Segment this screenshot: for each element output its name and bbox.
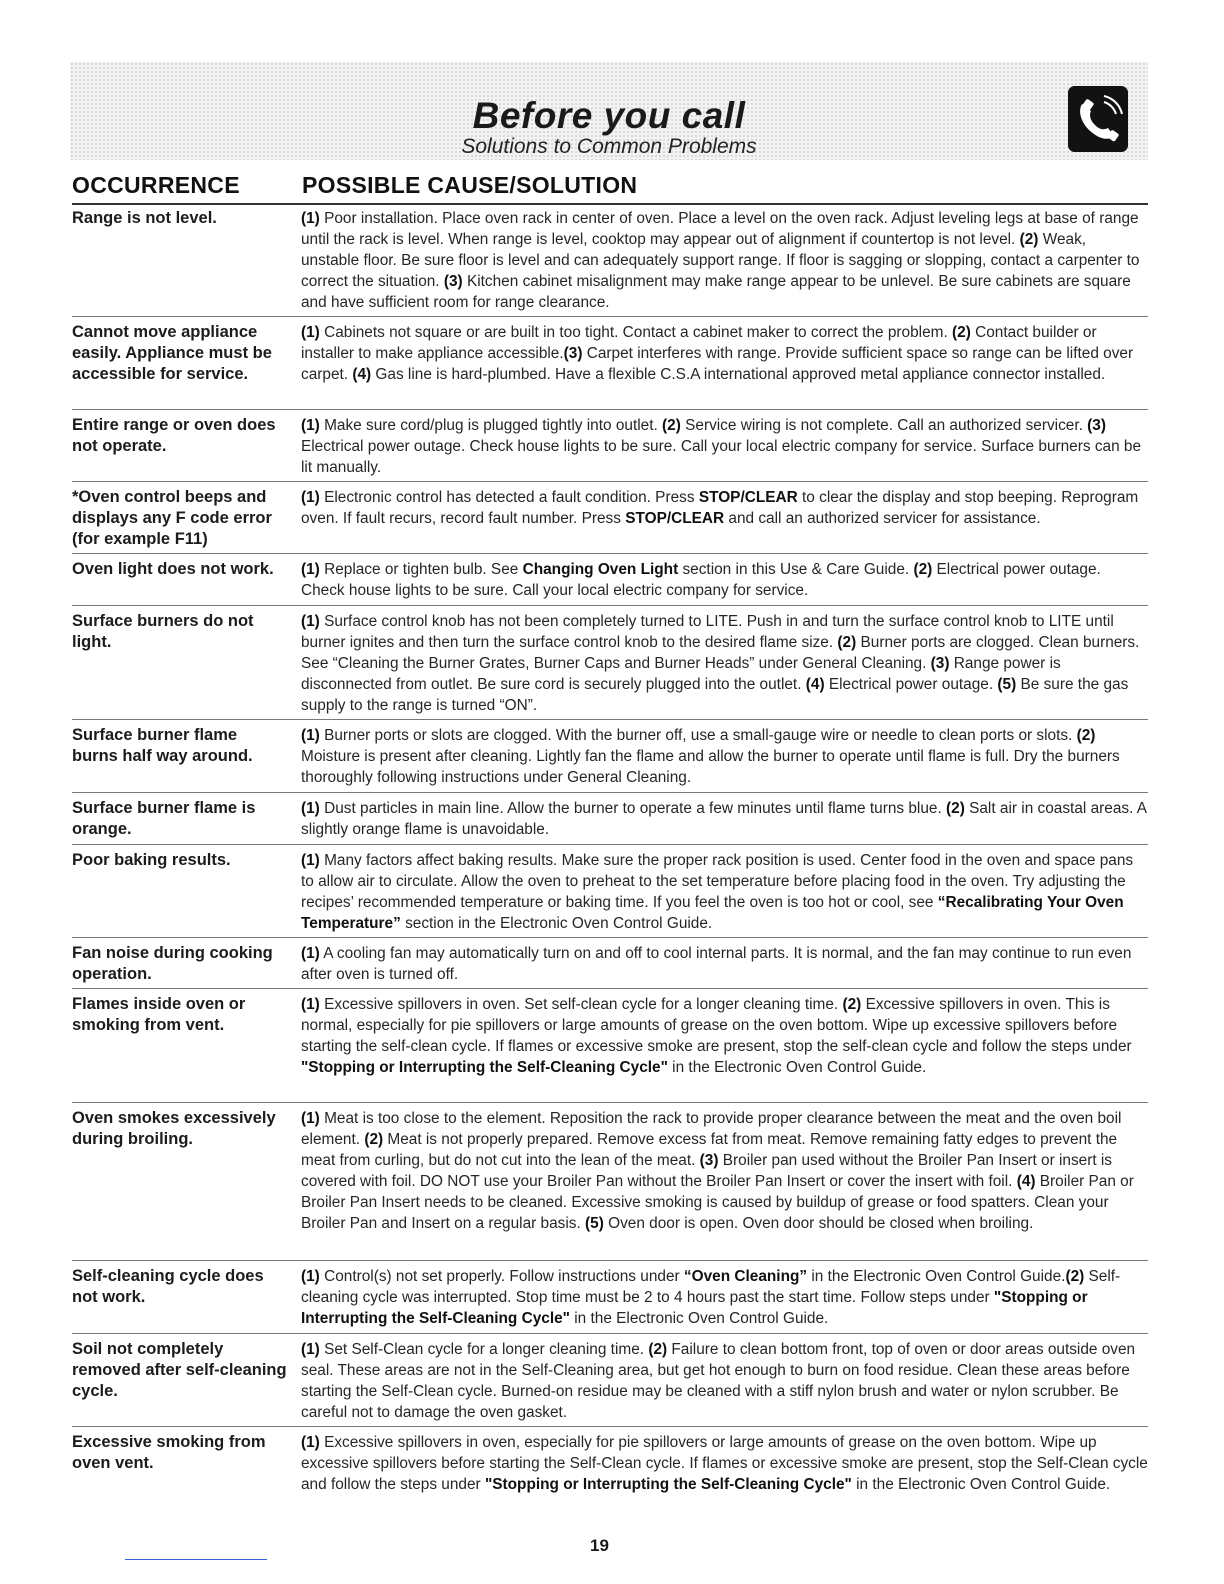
solution-text: (1) Excessive spillovers in oven. Set self-clean cycle for a longer cleaning time. (2) Excessive spillovers in oven. This is normal, especially for pie spillovers or large amounts of grease on the oven bottom. Wipe up excessive spillovers before starting the self-clean cycle. If flames or excessive smoke are present, stop the self-clean cycle and follow the steps under "Stopping or Interrupting the Self-Cleaning Cycle" in the Electronic Oven Control Guide.: [301, 996, 1132, 1076]
table-row: [72, 1426, 1148, 1493]
header-banner: [70, 62, 1148, 160]
header-divider: [72, 203, 1148, 205]
occurrence-label: Surface burner flame is orange.: [72, 799, 256, 838]
occurrence-label: Oven light does not work.: [72, 560, 274, 578]
occurrence-column-header: OCCURRENCE: [72, 172, 240, 198]
table-row: [72, 844, 1148, 932]
occurrence-label: Oven smokes excessively during broiling.: [72, 1109, 276, 1148]
table-row: [72, 553, 1148, 599]
occurrence-label: Fan noise during cooking operation.: [72, 944, 273, 983]
solution-text: (1) A cooling fan may automatically turn on and off to cool internal parts. It is normal, and the fan may continue to run even after oven is turned off.: [301, 945, 1132, 983]
table-row: [72, 1260, 1148, 1327]
table-row: [72, 1102, 1148, 1232]
solution-text: (1) Surface control knob has not been completely turned to LITE. Push in and turn the surface control knob to LITE until burner ignites and then turn the surface control knob to the desired flame size. (2) Burner ports are clogged. Clean burners. See “Cleaning the Burner Grates, Burner Caps and Burner Heads” under General Cleaning. (3) Range power is disconnected from outlet. Be sure cord is securely plugged into the outlet. (4) Electrical power outage. (5) Be sure the gas supply to the range is turned “ON”.: [301, 613, 1140, 714]
table-row: [72, 605, 1148, 714]
page-subtitle: Solutions to Common Problems: [461, 135, 757, 158]
solution-text: (1) Burner ports or slots are clogged. With the burner off, use a small-gauge wire or needle to clean ports or slots. (2) Moisture is present after cleaning. Lightly fan the flame and allow the burner to operate until flame is full. Dry the burners thoroughly following instructions under General Cleaning.: [301, 727, 1120, 786]
solution-text: (1) Make sure cord/plug is plugged tightly into outlet. (2) Service wiring is not complete. Call an authorized servicer. (3) Electrical power outage. Check house lights to be sure. Call your local electric company for service. Surface burners can be lit manually.: [301, 417, 1142, 476]
occurrence-label: Flames inside oven or smoking from vent.: [72, 995, 246, 1034]
page-title: Before you call: [472, 95, 746, 136]
page-number: 19: [590, 1536, 609, 1555]
solution-text: (1) Dust particles in main line. Allow the burner to operate a few minutes until flame turns blue. (2) Salt air in coastal areas. A slightly orange flame is unavoidable.: [301, 800, 1147, 838]
occurrence-label: Surface burners do not light.: [72, 612, 254, 651]
solution-text: (1) Replace or tighten bulb. See Changing Oven Light section in this Use & Care Guide. (2) Electrical power outage. Check house lights to be sure. Call your local electric company for service.: [301, 561, 1101, 599]
table-row: [72, 316, 1148, 383]
occurrence-label: Poor baking results.: [72, 851, 231, 869]
solution-text: (1) Poor installation. Place oven rack in center of oven. Place a level on the oven rack. Adjust leveling legs at base of range until the rack is level. When range is level, cooktop may appear out of alignment if countertop is not level. (2) Weak, unstable floor. Be sure floor is level and can adequately support range. If floor is sagging or slopping, contact a carpenter to correct the situation. (3) Kitchen cabinet misalignment may make range appear to be unlevel. Be sure cabinets are square and have sufficient room for range clearance.: [301, 210, 1140, 311]
occurrence-label: Cannot move appliance easily. Appliance must be accessible for service.: [72, 323, 272, 383]
occurrence-label: Entire range or oven does not operate.: [72, 416, 276, 455]
table-row: [72, 792, 1148, 838]
solution-text: (1) Control(s) not set properly. Follow instructions under “Oven Cleaning” in the Electronic Oven Control Guide.(2) Self-cleaning cycle was interrupted. Stop time must be 2 to 4 hours past the start time. Follow steps under "Stopping or Interrupting the Self-Cleaning Cycle" in the Electronic Oven Control Guide.: [301, 1268, 1121, 1327]
table-row: [72, 719, 1148, 786]
solution-text: (1) Excessive spillovers in oven, especially for pie spillovers or large amounts of grease on the oven bottom. Wipe up excessive spillovers before starting the Self-Clean cycle. If flames or excessive smoke are present, stop the Self-Clean cycle and follow the steps under "Stopping or Interrupting the Self-Cleaning Cycle" in the Electronic Oven Control Guide.: [301, 1434, 1148, 1493]
occurrence-label: *Oven control beeps and displays any F code error (for example F11): [72, 488, 272, 548]
footer-link-line: [125, 1559, 267, 1560]
occurrence-label: Range is not level.: [72, 209, 217, 227]
solution-text: (1) Electronic control has detected a fault condition. Press STOP/CLEAR to clear the display and stop beeping. Reprogram oven. If fault recurs, record fault number. Press STOP/CLEAR and call an authorized servicer for assistance.: [301, 489, 1139, 527]
table-row: [72, 481, 1148, 548]
occurrence-label: Excessive smoking from oven vent.: [72, 1433, 266, 1472]
solution-text: (1) Cabinets not square or are built in too tight. Contact a cabinet maker to correct the problem. (2) Contact builder or installer to make appliance accessible.(3) Carpet interferes with range. Provide sufficient space so range can be lifted over carpet. (4) Gas line is hard-plumbed. Have a flexible C.S.A international approved metal appliance connector installed.: [301, 324, 1134, 383]
occurrence-label: Soil not completely removed after self-cleaning cycle.: [72, 1340, 287, 1400]
table-row: [72, 409, 1148, 476]
solution-text: (1) Many factors affect baking results. Make sure the proper rack position is used. Center food in the oven and space pans to allow air to circulate. Allow the oven to preheat to the set temperature before placing food in the oven. Try adjusting the recipes’ recommended temperature or baking time. If you feel the oven is too hot or cool, see “Recalibrating Your Oven Temperature” section in the Electronic Oven Control Guide.: [301, 852, 1134, 932]
solution-column-header: POSSIBLE CAUSE/SOLUTION: [302, 172, 638, 198]
occurrence-label: Self-cleaning cycle does not work.: [72, 1267, 264, 1306]
phone-icon: [1068, 86, 1128, 152]
table-row: [72, 988, 1148, 1076]
table-row: [72, 937, 1148, 983]
table-row: [72, 1333, 1148, 1421]
solution-text: (1) Set Self-Clean cycle for a longer cleaning time. (2) Failure to clean bottom front, top of oven or door areas outside oven seal. These areas are not in the Self-Cleaning area, but get hot enough to burn on food residue. Clean these areas before starting the Self-Clean cycle. Burned-on residue may be cleaned with a stiff nylon brush and water or nylon scrubber. Be careful not to damage the oven gasket.: [301, 1341, 1136, 1421]
occurrence-label: Surface burner flame burns half way around.: [72, 726, 253, 765]
solution-text: (1) Meat is too close to the element. Reposition the rack to provide proper clearance between the meat and the oven boil element. (2) Meat is not properly prepared. Remove excess fat from meat. Remove remaining fatty edges to prevent the meat from curling, but do not cut into the lean of the meat. (3) Broiler pan used without the Broiler Pan Insert or insert is covered with foil. DO NOT use your Broiler Pan without the Broiler Pan Insert or cover the insert with foil. (4) Broiler Pan or Broiler Pan Insert needs to be cleaned. Excessive smoking is caused by buildup of grease or food spatters. Clean your Broiler Pan and Insert on a regular basis. (5) Oven door is open. Oven door should be closed when broiling.: [301, 1110, 1134, 1232]
